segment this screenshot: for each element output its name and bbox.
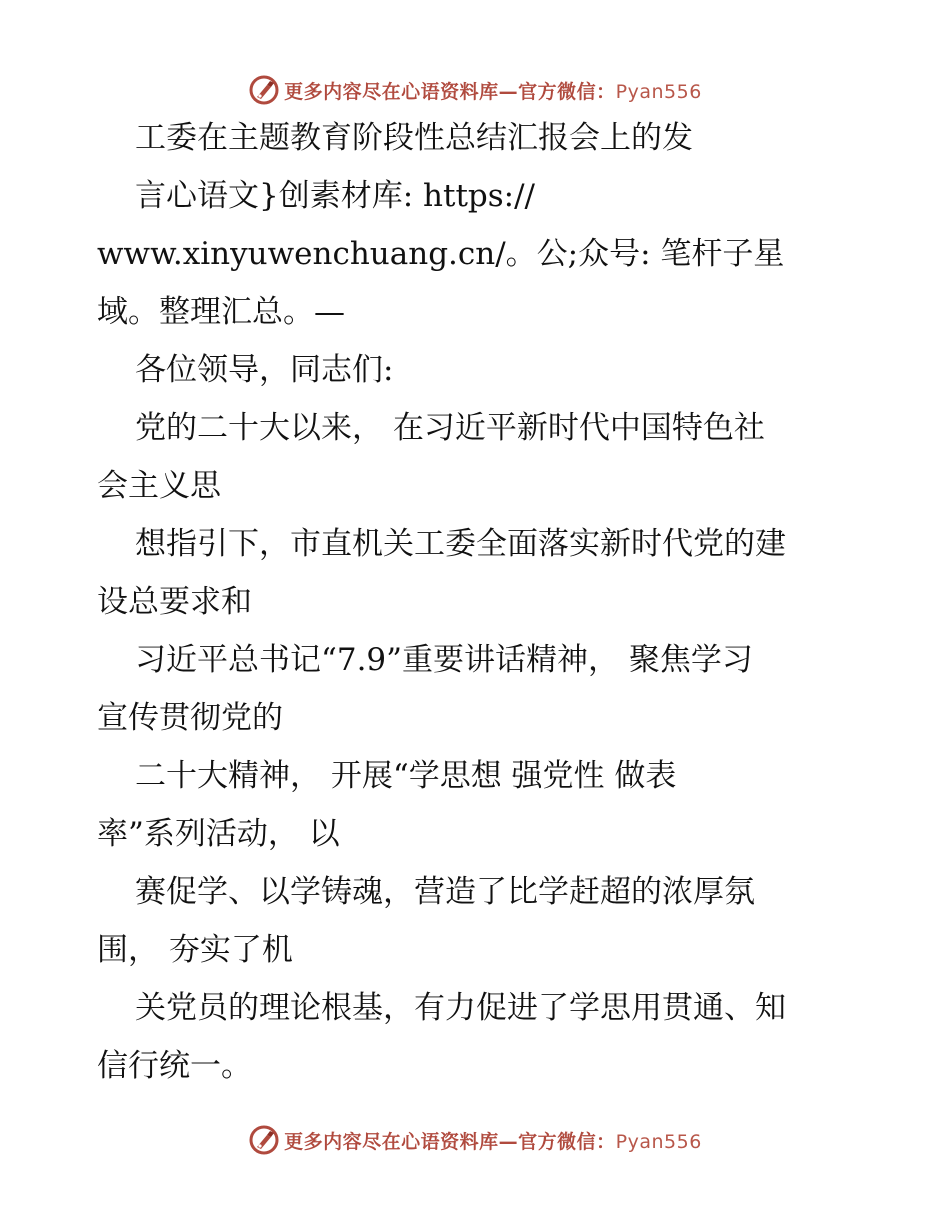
- document-line: 赛促学、以学铸魂，营造了比学赶超的浓厚氛: [135, 874, 755, 910]
- pen-nib-circle-icon: [248, 74, 280, 106]
- document-line: 会主义思: [97, 468, 221, 504]
- header-banner: [0, 70, 950, 110]
- document-line: 二十大精神， 开展“学思想 强党性 做表: [135, 758, 677, 794]
- document-line: 工委在主题教育阶段性总结汇报会上的发: [135, 120, 693, 156]
- banner-wechat-id: Pyan556: [615, 1130, 702, 1153]
- banner-text-cn: 更多内容尽在心语资料库—官方微信：: [284, 1130, 616, 1153]
- document-line: 域。整理汇总。—: [97, 294, 345, 330]
- document-line: 言心语文}创素材库: https://: [135, 178, 535, 214]
- document-line: 党的二十大以来， 在习近平新时代中国特色社: [135, 410, 765, 446]
- document-line: 关党员的理论根基，有力促进了学思用贯通、知: [135, 990, 786, 1026]
- document-line: 习近平总书记“7.9”重要讲话精神， 聚焦学习: [135, 642, 753, 678]
- document-line: 设总要求和: [97, 584, 252, 620]
- document-line: 围， 夯实了机: [97, 932, 293, 968]
- banner-wechat-id: Pyan556: [615, 80, 702, 103]
- pen-nib-circle-icon: [248, 1124, 280, 1156]
- banner-text: [284, 77, 702, 104]
- document-line: 率”系列活动， 以: [97, 816, 340, 852]
- document-line: www.xinyuwenchuang.cn/。公;众号: 笔杆子星: [97, 236, 785, 272]
- banner-text: [284, 1127, 702, 1154]
- document-line: 宣传贯彻党的: [97, 700, 283, 736]
- document-line: 想指引下，市直机关工委全面落实新时代党的建: [135, 526, 786, 562]
- footer-banner: [0, 1120, 950, 1160]
- banner-text-cn: 更多内容尽在心语资料库—官方微信：: [284, 80, 616, 103]
- document-line: 各位领导，同志们:: [135, 352, 394, 388]
- document-line: 信行统一。: [97, 1048, 252, 1084]
